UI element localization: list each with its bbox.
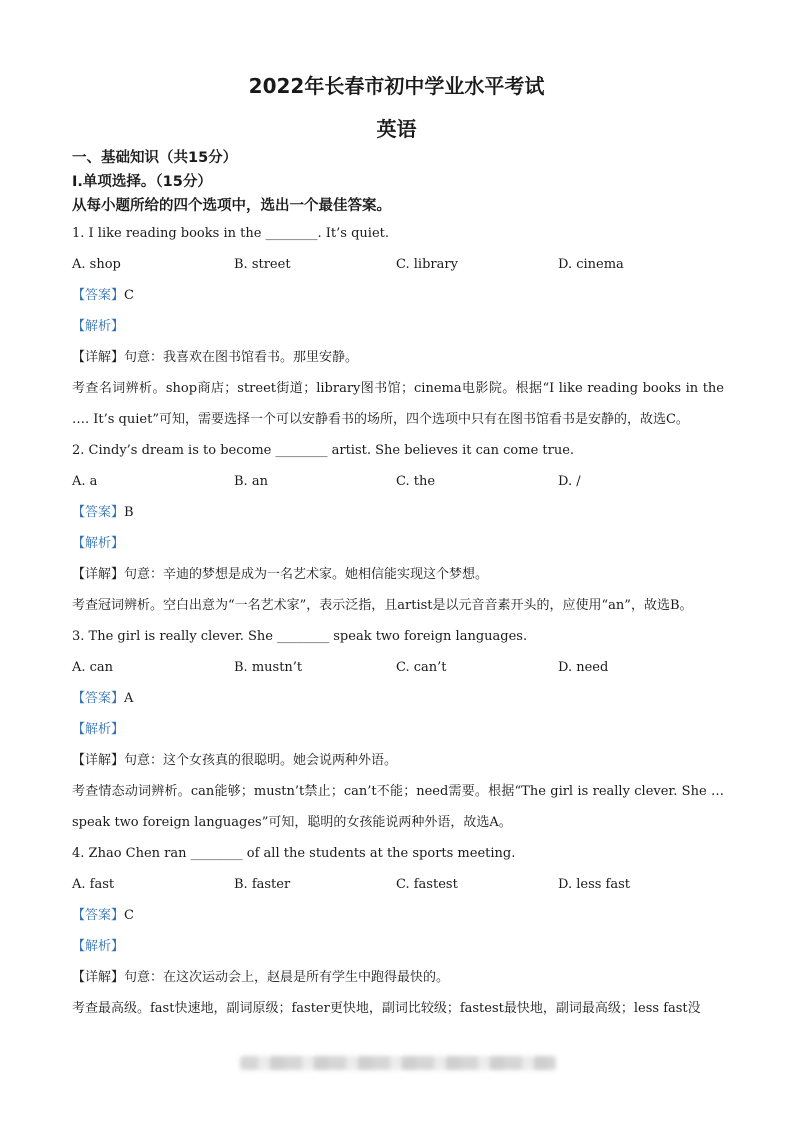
option: C. can’t xyxy=(396,660,447,675)
option: C. library xyxy=(396,257,458,272)
answer-tag: 【答案】 xyxy=(72,505,125,520)
analysis-line xyxy=(72,528,724,559)
answer-value: A xyxy=(124,691,134,706)
option: B. an xyxy=(234,474,268,489)
options xyxy=(72,869,724,900)
analysis-line xyxy=(72,714,724,745)
question-stem: 1. I like reading books in the ________. It’s quiet. xyxy=(72,226,389,241)
detail-line xyxy=(72,962,724,993)
option: D. need xyxy=(558,660,609,675)
answer-line xyxy=(72,280,724,311)
question-block xyxy=(72,838,724,1024)
question-block xyxy=(72,435,724,621)
option: A. shop xyxy=(72,257,121,272)
answer-value: C xyxy=(124,908,134,923)
option: D. / xyxy=(558,474,581,489)
option: A. can xyxy=(72,660,114,675)
option: B. street xyxy=(234,257,291,272)
detail-line xyxy=(72,745,724,776)
options xyxy=(72,466,724,497)
detail-line xyxy=(72,559,724,590)
detail-text: 句意：辛迪的梦想是成为一名艺术家。她相信能实现这个梦想。 xyxy=(124,567,489,582)
section-heading: 一、基础知识（共15分） xyxy=(72,150,238,166)
answer-tag: 【答案】 xyxy=(72,288,125,303)
explanation-text: 考查情态动词辨析。can能够；mustn’t禁止；can’t不能；need需要。根据“The girl is really clever. She … speak two foreign languages”可知，聪明的女孩能说两种外语，故选A。 xyxy=(72,784,724,830)
exam-title: 2022年长春市初中学业水平考试 xyxy=(248,74,545,98)
answer-line xyxy=(72,900,724,931)
exam-subject: 英语 xyxy=(376,117,417,141)
detail-text: 句意：在这次运动会上，赵晨是所有学生中跑得最快的。 xyxy=(124,970,450,985)
question-block xyxy=(72,621,724,838)
detail-tag: 【详解】 xyxy=(72,753,125,768)
option: B. mustn’t xyxy=(234,660,303,675)
detail-text: 句意：这个女孩真的很聪明。她会说两种外语。 xyxy=(124,753,398,768)
options xyxy=(72,249,724,280)
subsection-heading: Ⅰ.单项选择。（15分） xyxy=(72,174,212,190)
option: C. the xyxy=(396,474,436,489)
question-stem: 3. The girl is really clever. She ________ speak two foreign languages. xyxy=(72,629,528,644)
question-stem: 4. Zhao Chen ran ________ of all the students at the sports meeting. xyxy=(72,846,516,861)
detail-tag: 【详解】 xyxy=(72,970,125,985)
analysis-tag: 【解析】 xyxy=(72,319,125,334)
explanation-text: 考查最高级。fast快速地，副词原级；faster更快地，副词比较级；fastest最快地，副词最高级；less fast没 xyxy=(72,1001,701,1016)
detail-tag: 【详解】 xyxy=(72,567,125,582)
option: C. fastest xyxy=(396,877,458,892)
analysis-tag: 【解析】 xyxy=(72,722,125,737)
question-stem: 2. Cindy’s dream is to become ________ artist. She believes it can come true. xyxy=(72,443,575,458)
option: A. fast xyxy=(72,877,115,892)
option: D. cinema xyxy=(558,257,624,272)
analysis-line xyxy=(72,311,724,342)
detail-text: 句意：我喜欢在图书馆看书。那里安静。 xyxy=(124,350,359,365)
options xyxy=(72,652,724,683)
detail-line xyxy=(72,342,724,373)
instruction: 从每小题所给的四个选项中，选出一个最佳答案。 xyxy=(72,198,391,214)
answer-line xyxy=(72,497,724,528)
option: D. less fast xyxy=(558,877,631,892)
question-block xyxy=(72,218,724,435)
answer-value: B xyxy=(124,505,134,520)
explanation-text: 考查冠词辨析。空白出意为“一名艺术家”，表示泛指，且artist是以元音音素开头的，应使用“an”，故选B。 xyxy=(72,598,693,613)
option: B. faster xyxy=(234,877,291,892)
answer-line xyxy=(72,683,724,714)
answer-tag: 【答案】 xyxy=(72,908,125,923)
analysis-line xyxy=(72,931,724,962)
option: A. a xyxy=(72,474,98,489)
footer-watermark xyxy=(240,1056,556,1070)
detail-tag: 【详解】 xyxy=(72,350,125,365)
answer-value: C xyxy=(124,288,134,303)
explanation-text: 考查名词辨析。shop商店；street街道；library图书馆；cinema电影院。根据“I like reading books in the …. It’s quiet”可知，需要选择一个可以安静看书的场所，四个选项中只有在图书馆看书是安静的，故选C。 xyxy=(72,381,724,427)
analysis-tag: 【解析】 xyxy=(72,536,125,551)
content xyxy=(72,146,724,1024)
analysis-tag: 【解析】 xyxy=(72,939,125,954)
answer-tag: 【答案】 xyxy=(72,691,125,706)
